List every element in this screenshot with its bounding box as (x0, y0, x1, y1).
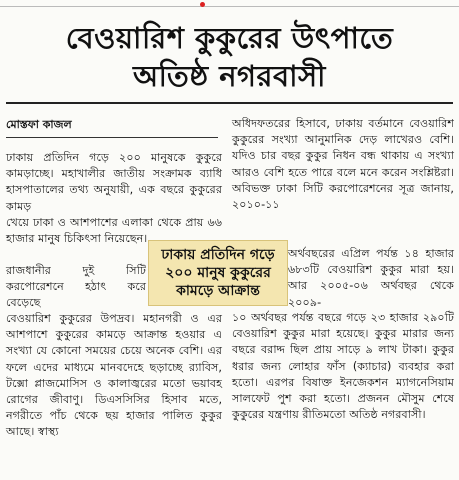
column-2-block-a (232, 116, 454, 213)
pull-quote-text: ঢাকায় প্রতিদিন গড়ে ২০০ মানুষ কুকুরের কামড়ে আক্রান্ত (161, 247, 275, 299)
column-2-block-b (288, 246, 454, 311)
column-1-text-d: বেওয়ারিশ কুকুরের উপদ্রব। মহানগরী ও এর আশপাশে কুকুরের কামড়ে আক্রান্ত হওয়ার এ সংখ্যা যে কোনো সময়ের চেয়ে অনেক বেশি। এর ফলে এদের মাধ্যমে মানবদেহে ছড়াচ্ছে র‍্যাবিস, টক্সো প্লাজমোসিস ও কালাজ্বরের মতো ভয়াবহ রোগের জীবাণু। ডিএসসিসির হিসাব মতে, নগরীতে পাঁচ থেকে ছয় হাজার পালিত কুকুর আছে। স্বাস্থ্য (6, 312, 222, 439)
column-2-text-a: অধিদফতরের হিসাবে, ঢাকায় বর্তমানে বেওয়ারিশ কুকুরের সংখ্যা আনুমানিক দেড় লাখেরও বেশি। যদিও চার বছর কুকুর নিধন বন্ধ থাকায় এ সংখ্যা আরও বেশি হতে পারে বলে মনে করেন সংশ্লিষ্টরা। অবিভক্ত ঢাকা সিটি করপোরেশনের সূত্র জানায়, ২০১০-১১ (232, 117, 454, 212)
headline-line-2: অতিষ্ঠ নগরবাসী (133, 59, 326, 93)
column-1-block-d (6, 311, 222, 441)
column-2-text-b: অর্থবছরের এপ্রিল পর্যন্ত ১৪ হাজার ৬৮৩টি বেওয়ারিশ কুকুর মারা হয়। আর ২০০৫-০৬ অর্থবছর থেকে ২০০৯- (288, 247, 454, 309)
column-1-block-c (6, 263, 146, 312)
column-2-text-c: ১০ অর্থবছর পর্যন্ত বছরে গড়ে ২৩ হাজার ২৯০টি বেওয়ারিশ কুকুর মারা হয়েছে। কুকুর মারার জন্য বছরে বরাদ্দ ছিল প্রায় সাড়ে ৯ লাখ টাকা। কুকুর ধরার জন্য লোহার ফাঁস (ক্যাচার) ব্যবহার করা হতো। এরপর বিষাক্ত ইনজেকশন ম্যাগনেসিয়াম সালফেট পুশ করা হতো। প্রজনন মৌসুম শেষে কুকুরের যন্ত্রণায় রীতিমতো অতিষ্ঠ নগরবাসী। (232, 311, 454, 422)
column-1-block-a (6, 150, 222, 215)
top-strip-rule (0, 6, 459, 7)
headline-rule (6, 102, 453, 104)
page-top-strip (0, 0, 459, 12)
column-1-text-a: ঢাকায় প্রতিদিন গড়ে ২০০ মানুষকে কুকুরে কামড়াচ্ছে। মহাখালীর জাতীয় সংক্রামক ব্যাধি হাসপাতালের তথ্য অনুযায়ী, এক বছরে কুকুরের কামড় (6, 151, 222, 213)
column-1-text-b: খেয়ে ঢাকা ও আশপাশের এলাকা থেকে প্রায় ৬৬ হাজার মানুষ চিকিৎসা নিয়েছেন। (6, 216, 222, 246)
column-2-block-c (232, 310, 454, 423)
pull-quote-box (148, 240, 288, 306)
top-strip-dot-icon (200, 2, 205, 7)
byline: মোস্তফা কাজল (6, 116, 218, 138)
column-1-text-c: রাজধানীর দুই সিটি করপোরেশনে হঠাৎ করে বেড়েছে (6, 264, 146, 310)
headline-line-1: বেওয়ারিশ কুকুরের উৎপাতে (65, 21, 394, 55)
